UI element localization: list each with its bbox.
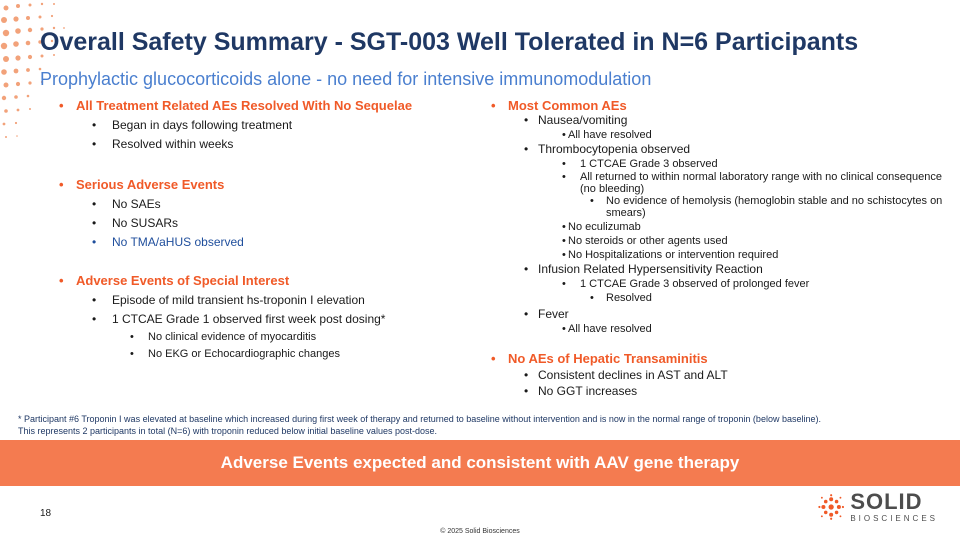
- list-item: • Nausea/vomiting: [488, 113, 958, 127]
- list-item: • Thrombocytopenia observed: [488, 142, 958, 156]
- left-column: [56, 96, 476, 360]
- list-item: • Infusion Related Hypersensitivity Reaction: [488, 262, 958, 276]
- list-subitem: • 1 CTCAE Grade 3 observed of prolonged fever: [488, 278, 958, 290]
- list-subitem: • 1 CTCAE Grade 3 observed: [488, 158, 958, 170]
- list-item: • No SAEs: [56, 197, 476, 211]
- list-item: • Resolved within weeks: [56, 137, 476, 151]
- page-subtitle: Prophylactic glucocorticoids alone - no need for intensive immunomodulation: [40, 69, 652, 89]
- list-item: • No GGT increases: [488, 384, 958, 398]
- list-subsubitem: • No evidence of hemolysis (hemoglobin stable and no schistocytes on smears): [488, 195, 958, 219]
- list-item: • Fever: [488, 307, 958, 321]
- list-subitem: • No Hospitalizations or intervention required: [488, 249, 958, 261]
- section-heading-treatment-aes: • All Treatment Related AEs Resolved With No Sequelae: [56, 98, 476, 113]
- list-subitem: • All returned to within normal laboratory range with no clinical consequence (no bleeding): [488, 171, 958, 195]
- right-column: [488, 96, 958, 398]
- banner-text: Adverse Events expected and consistent with AAV gene therapy: [220, 453, 740, 472]
- list-subitem: • No EKG or Echocardiographic changes: [56, 348, 476, 360]
- list-subitem: • No clinical evidence of myocarditis: [56, 331, 476, 343]
- company-logo: [818, 489, 938, 525]
- section-heading-special-interest: • Adverse Events of Special Interest: [56, 273, 476, 288]
- list-item: • 1 CTCAE Grade 1 observed first week post dosing*: [56, 312, 476, 326]
- conclusion-banner: [0, 440, 960, 486]
- copyright: © 2025 Solid Biosciences: [440, 528, 520, 535]
- list-item: • Began in days following treatment: [56, 118, 476, 132]
- section-heading-serious-aes: • Serious Adverse Events: [56, 177, 476, 192]
- list-item: • No SUSARs: [56, 216, 476, 230]
- list-item: • Consistent declines in AST and ALT: [488, 368, 958, 382]
- page-title: Overall Safety Summary - SGT-003 Well Tolerated in N=6 Participants: [40, 28, 859, 56]
- section-heading-hepatic: • No AEs of Hepatic Transaminitis: [488, 351, 958, 366]
- list-item: • No TMA/aHUS observed: [56, 235, 476, 249]
- list-subitem: • All have resolved: [488, 323, 958, 335]
- list-subitem: • No eculizumab: [488, 221, 958, 233]
- list-item: • Episode of mild transient hs-troponin I elevation: [56, 293, 476, 307]
- footnote: [18, 413, 821, 437]
- list-subitem: • No steroids or other agents used: [488, 235, 958, 247]
- section-heading-common-aes: • Most Common AEs: [488, 98, 958, 113]
- logo-mark-icon: [818, 490, 844, 524]
- list-subitem: • All have resolved: [488, 129, 958, 141]
- logo-subtext: BIOSCIENCES: [850, 514, 938, 523]
- footnote-line-2: This represents 2 participants in total (N=6) with troponin reduced below initial baseline values post-dose.: [18, 426, 437, 436]
- page-number: 18: [40, 508, 52, 519]
- footnote-line-1: * Participant #6 Troponin I was elevated at baseline which increased during first week of therapy and returned to baseline without intervention and is now in the normal range of troponin (below baseline).: [18, 414, 821, 424]
- list-subsubitem: • Resolved: [488, 292, 958, 304]
- logo-wordmark: SOLID: [850, 489, 923, 514]
